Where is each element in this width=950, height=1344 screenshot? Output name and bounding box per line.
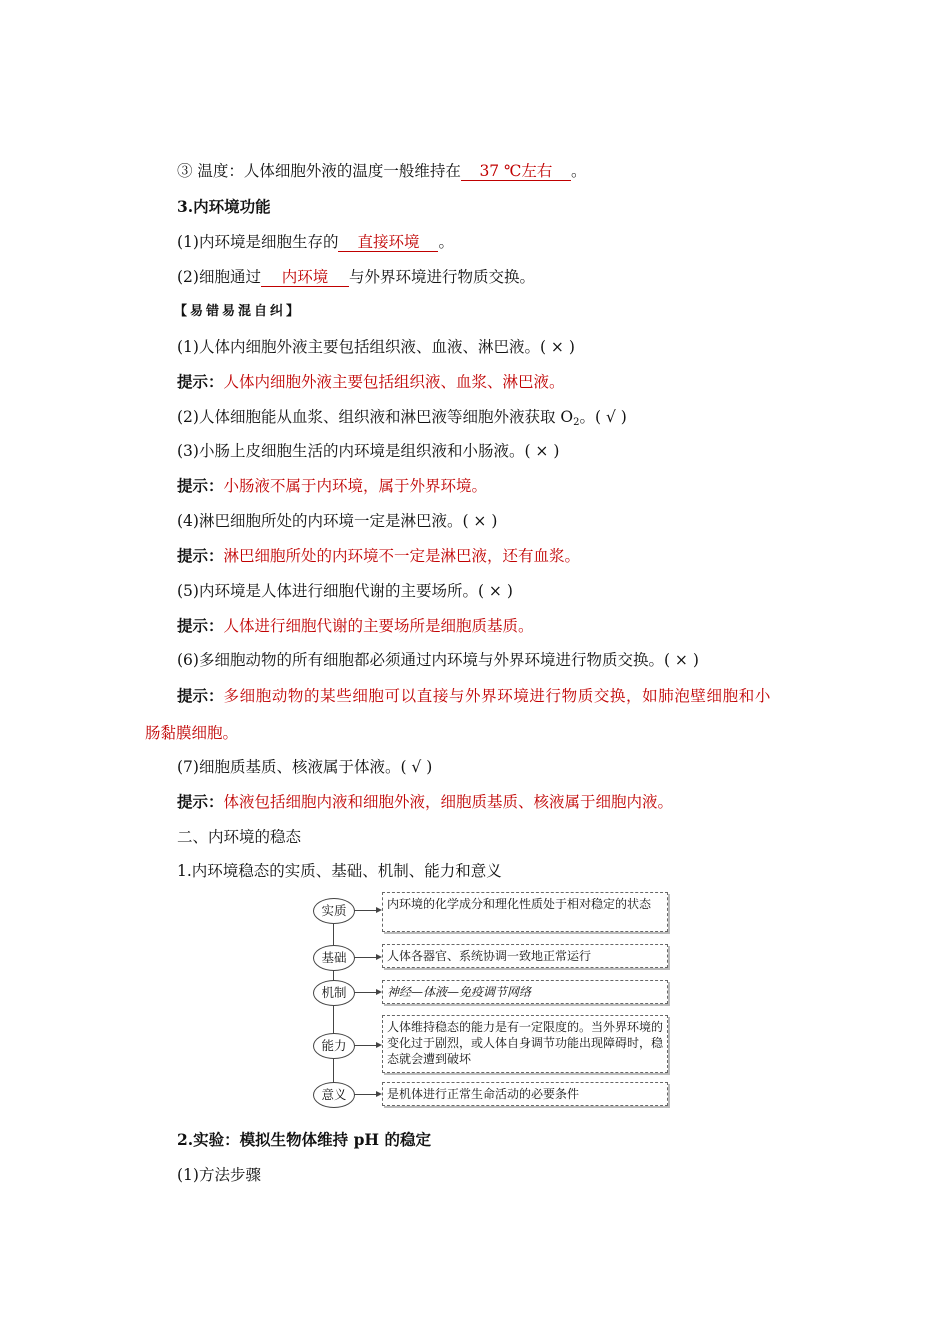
question-2-subscript: 2 [573,417,580,428]
item-2-answer: 内环境 [261,268,349,287]
homeostasis-diagram [300,888,680,1113]
part-2-subtitle-2: 2.实验：模拟生物体维持 pH 的稳定 [177,1130,431,1149]
arrow-icon [354,957,380,958]
hint-1 [177,371,565,393]
hint-text: 淋巴细胞所处的内环境不一定是淋巴液，还有血浆。 [223,547,581,565]
hint-text: 人体内细胞外液主要包括组织液、血浆、淋巴液。 [223,373,565,391]
node-basis: 基础 [313,945,355,971]
hint-4 [177,545,580,567]
node-mechanism: 机制 [313,980,355,1006]
question-4: (4)淋巴细胞所处的内环境一定是淋巴液。( × ) [177,512,498,530]
question-7: (7)细胞质基质、核液属于体液。( √ ) [177,758,433,776]
box-essence [382,892,668,932]
temperature-suffix: 。 [570,162,587,180]
item-1-answer: 直接环境 [338,233,438,252]
hint-label: 提示： [177,372,224,391]
item-2-suffix: 与外界环境进行物质交换。 [348,268,535,286]
hint-5 [177,615,534,637]
hint-label: 提示： [177,616,224,635]
question-5: (5)内环境是人体进行细胞代谢的主要场所。( × ) [177,582,513,600]
question-2 [177,406,627,434]
box-essence-text: 内环境的化学成分和理化性质处于相对稳定的状态 [387,897,652,911]
question-2-prefix: (2)人体细胞能从血浆、组织液和淋巴液等细胞外液获取 O [177,408,574,426]
item-1-prefix: (1)内环境是细胞生存的 [177,233,339,251]
item-1-suffix: 。 [438,233,454,251]
hint-text: 小肠液不属于内环境，属于外界环境。 [223,477,488,495]
part-2-title: 二、内环境的稳态 [177,828,302,846]
temperature-line [177,160,586,182]
question-1: (1)人体内细胞外液主要包括组织液、血液、淋巴液。( × ) [177,338,575,356]
hint-text: 体液包括细胞内液和细胞外液，细胞质基质、核液属于细胞内液。 [223,793,674,811]
arrow-icon [354,1094,380,1095]
arrow-icon [354,910,380,911]
node-essence: 实质 [313,898,355,924]
hint-label: 提示： [177,476,224,495]
question-2-suffix: 。( √ ) [579,408,627,426]
error-correction-tag: 【易错易混自纠】 [174,304,303,319]
temperature-answer: 37 ℃左右 [461,162,571,181]
box-capacity: 人体维持稳态的能力是有一定限度的。当外界环境的变化过于剧烈，或人体自身调节功能出现障碍时，稳态就会遭到破坏 [382,1015,668,1073]
hint-text: 多细胞动物的某些细胞可以直接与外界环境进行物质交换，如肺泡壁细胞和小 [223,687,771,705]
item-2-prefix: (2)细胞通过 [177,268,261,286]
box-mechanism: 神经—体液—免疫调节网络 [382,980,668,1004]
hint-6-line-2: 肠黏膜细胞。 [145,724,239,742]
box-basis: 人体各器官、系统协调一致地正常运行 [382,944,668,968]
method-steps: (1)方法步骤 [177,1166,261,1184]
hint-label: 提示： [177,792,224,811]
section-3-item-2 [177,266,535,288]
hint-label: 提示： [177,686,224,705]
arrow-icon [354,992,380,993]
hint-label: 提示： [177,546,224,565]
hint-3 [177,475,487,497]
question-6: (6)多细胞动物的所有细胞都必须通过内环境与外界环境进行物质交换。( × ) [177,651,699,669]
node-significance: 意义 [313,1082,355,1108]
section-3-title: 3.内环境功能 [177,197,271,216]
arrow-icon [354,1045,380,1046]
question-3: (3)小肠上皮细胞生活的内环境是组织液和小肠液。( × ) [177,442,560,460]
section-3-item-1 [177,231,454,253]
part-2-subtitle-1: 1.内环境稳态的实质、基础、机制、能力和意义 [177,862,502,880]
hint-text: 人体进行细胞代谢的主要场所是细胞质基质。 [223,617,534,635]
hint-7 [177,791,673,813]
box-significance: 是机体进行正常生命活动的必要条件 [382,1082,668,1106]
hint-6-line-1 [177,685,771,707]
temperature-prefix: ③ 温度：人体细胞外液的温度一般维持在 [177,162,461,180]
node-capacity: 能力 [313,1033,355,1059]
